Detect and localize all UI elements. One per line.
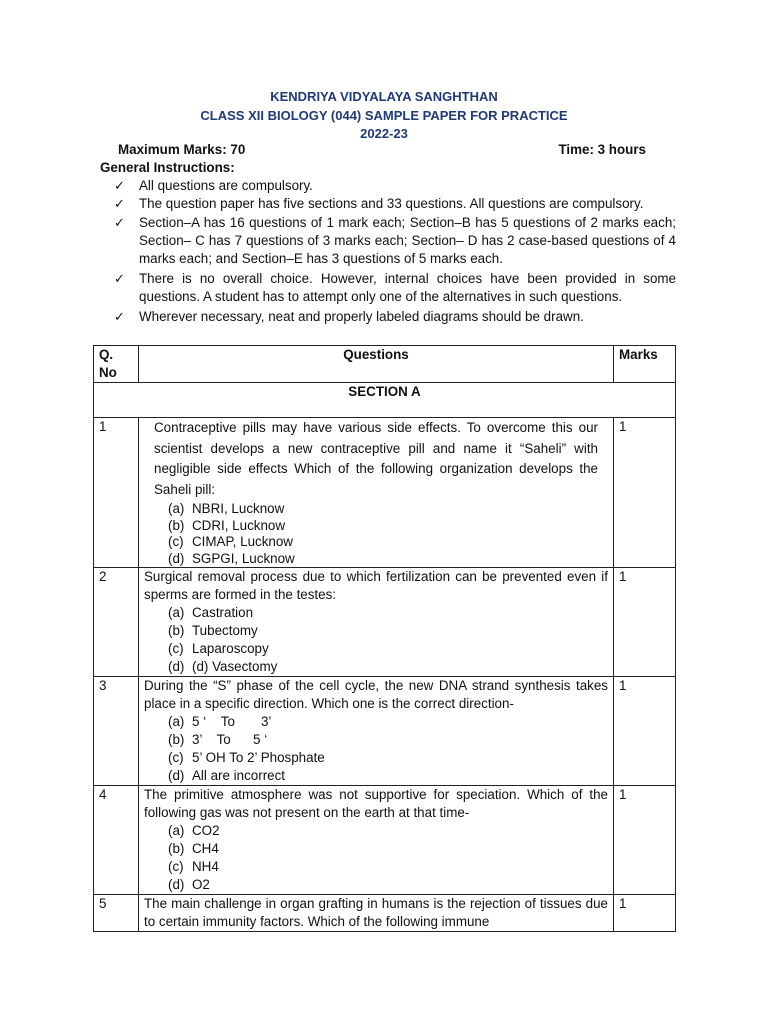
option-text: CDRI, Lucknow <box>192 517 286 533</box>
header-marks: Marks <box>614 346 676 383</box>
check-icon: ✓ <box>114 215 125 230</box>
option-label: (d) <box>168 550 185 566</box>
question-text: During the “S” phase of the cell cycle, the new DNA strand synthesis takes place in a specific direction. Which one is the correct direction- <box>144 678 608 711</box>
instruction-text: The question paper has five sections and 33 questions. All questions are compulsory. <box>139 196 644 211</box>
option-label: (a) <box>168 714 185 729</box>
instruction-item <box>114 177 676 195</box>
option-item <box>168 731 608 749</box>
option-label: (a) <box>168 501 185 516</box>
table-row <box>94 418 676 568</box>
question-marks: 1 <box>614 568 676 677</box>
option-label: (c) <box>168 859 184 874</box>
option-text: Laparoscopy <box>192 641 269 656</box>
question-text: The main challenge in organ grafting in humans is the rejection of tissues due to certain immunity factors. Which of the following immune <box>144 896 608 929</box>
question-marks: 1 <box>614 895 676 932</box>
question-marks: 1 <box>614 786 676 895</box>
option-item <box>168 518 608 535</box>
question-number: 5 <box>94 895 139 932</box>
question-cell <box>139 895 614 932</box>
option-text: 5 ‘ To 3’ <box>192 714 272 729</box>
table-header-row <box>94 346 676 383</box>
table-row <box>94 568 676 677</box>
option-text: CH4 <box>192 841 219 856</box>
marks-time-row <box>118 142 646 157</box>
options-list <box>144 501 608 567</box>
option-text: 3’ To 5 ‘ <box>192 732 268 747</box>
option-item <box>168 767 608 785</box>
instruction-item <box>114 270 676 306</box>
option-text: Castration <box>192 605 254 620</box>
option-item <box>168 501 608 518</box>
instruction-item <box>114 214 676 268</box>
question-number: 2 <box>94 568 139 677</box>
maximum-marks: Maximum Marks: 70 <box>118 142 246 157</box>
option-item <box>168 640 608 658</box>
option-label: (d) <box>168 659 185 674</box>
instruction-item <box>114 308 676 326</box>
option-text: SGPGI, Lucknow <box>192 550 295 566</box>
question-marks: 1 <box>614 677 676 786</box>
session-year: 2022-23 <box>360 126 408 141</box>
option-item <box>168 858 608 876</box>
paper-title: CLASS XII BIOLOGY (044) SAMPLE PAPER FOR PRACTICE <box>200 108 568 123</box>
question-number: 3 <box>94 677 139 786</box>
option-label: (b) <box>168 623 185 638</box>
option-item <box>168 749 608 767</box>
options-list <box>144 713 608 785</box>
general-instructions-heading: General Instructions: <box>100 160 235 175</box>
question-cell <box>139 418 614 568</box>
section-title: SECTION A <box>94 383 676 418</box>
question-text: The primitive atmosphere was not supportive for speciation. Which of the following gas was not present on the earth at that time- <box>144 787 608 820</box>
time-allowed: Time: 3 hours <box>558 142 646 157</box>
option-text: Tubectomy <box>192 623 258 638</box>
header-questions: Questions <box>139 346 614 383</box>
option-text: NH4 <box>192 859 219 874</box>
option-item <box>168 713 608 731</box>
check-icon: ✓ <box>114 309 125 324</box>
option-label: (d) <box>168 768 185 783</box>
option-text: CO2 <box>192 823 220 838</box>
option-label: (b) <box>168 732 185 747</box>
option-item <box>168 876 608 894</box>
question-cell <box>139 786 614 895</box>
option-label: (c) <box>168 534 184 549</box>
options-list <box>144 822 608 894</box>
option-text: 5’ OH To 2’ Phosphate <box>192 750 325 765</box>
check-icon: ✓ <box>114 178 125 193</box>
option-item <box>168 822 608 840</box>
option-label: (c) <box>168 641 184 656</box>
table-row <box>94 786 676 895</box>
question-text: Surgical removal process due to which fertilization can be prevented even if sperms are formed in the testes: <box>144 569 608 602</box>
option-item <box>168 604 608 622</box>
instruction-text: Wherever necessary, neat and properly labeled diagrams should be drawn. <box>139 309 584 324</box>
check-icon: ✓ <box>114 271 125 286</box>
header-qno: Q. No <box>94 346 139 383</box>
instruction-text: There is no overall choice. However, internal choices have been provided in some questions. A student has to attempt only one of the alternatives in such questions. <box>139 271 676 304</box>
option-item <box>168 840 608 858</box>
options-list <box>144 604 608 676</box>
option-text: All are incorrect <box>192 768 286 783</box>
option-label: (b) <box>168 841 185 856</box>
question-number: 4 <box>94 786 139 895</box>
table-row <box>94 677 676 786</box>
question-text: Contraceptive pills may have various side effects. To overcome this our scientist develops a new contraceptive pill and name it “Saheli” with negligible side effects Which of the following organization develops the Saheli pill: <box>154 420 598 497</box>
option-item <box>168 622 608 640</box>
option-item <box>168 534 608 551</box>
instruction-text: All questions are compulsory. <box>139 178 313 193</box>
option-item <box>168 551 608 568</box>
table-row <box>94 895 676 932</box>
question-cell <box>139 677 614 786</box>
section-row <box>94 383 676 418</box>
option-text: CIMAP, Lucknow <box>192 534 293 549</box>
option-label: (b) <box>168 517 185 533</box>
option-text: O2 <box>192 877 210 892</box>
option-text: NBRI, Lucknow <box>192 501 285 516</box>
question-number: 1 <box>94 418 139 568</box>
instruction-text: Section–A has 16 questions of 1 mark each; Section–B has 5 questions of 2 marks each; Section– C has 7 questions of 3 marks each; Section– D has 2 case-based questions of 4 marks each; and Section–E has 3 questions of 5 marks each. <box>139 215 676 266</box>
option-label: (a) <box>168 823 185 838</box>
option-item <box>168 658 608 676</box>
school-name: KENDRIYA VIDYALAYA SANGHTHAN <box>270 89 498 104</box>
instruction-item <box>114 195 676 213</box>
questions-table <box>93 345 676 932</box>
option-label: (d) <box>168 877 185 892</box>
option-label: (a) <box>168 605 185 620</box>
option-label: (c) <box>168 750 184 765</box>
check-icon: ✓ <box>114 196 125 211</box>
option-text: (d) Vasectomy <box>192 659 278 674</box>
question-marks: 1 <box>614 418 676 568</box>
question-cell <box>139 568 614 677</box>
